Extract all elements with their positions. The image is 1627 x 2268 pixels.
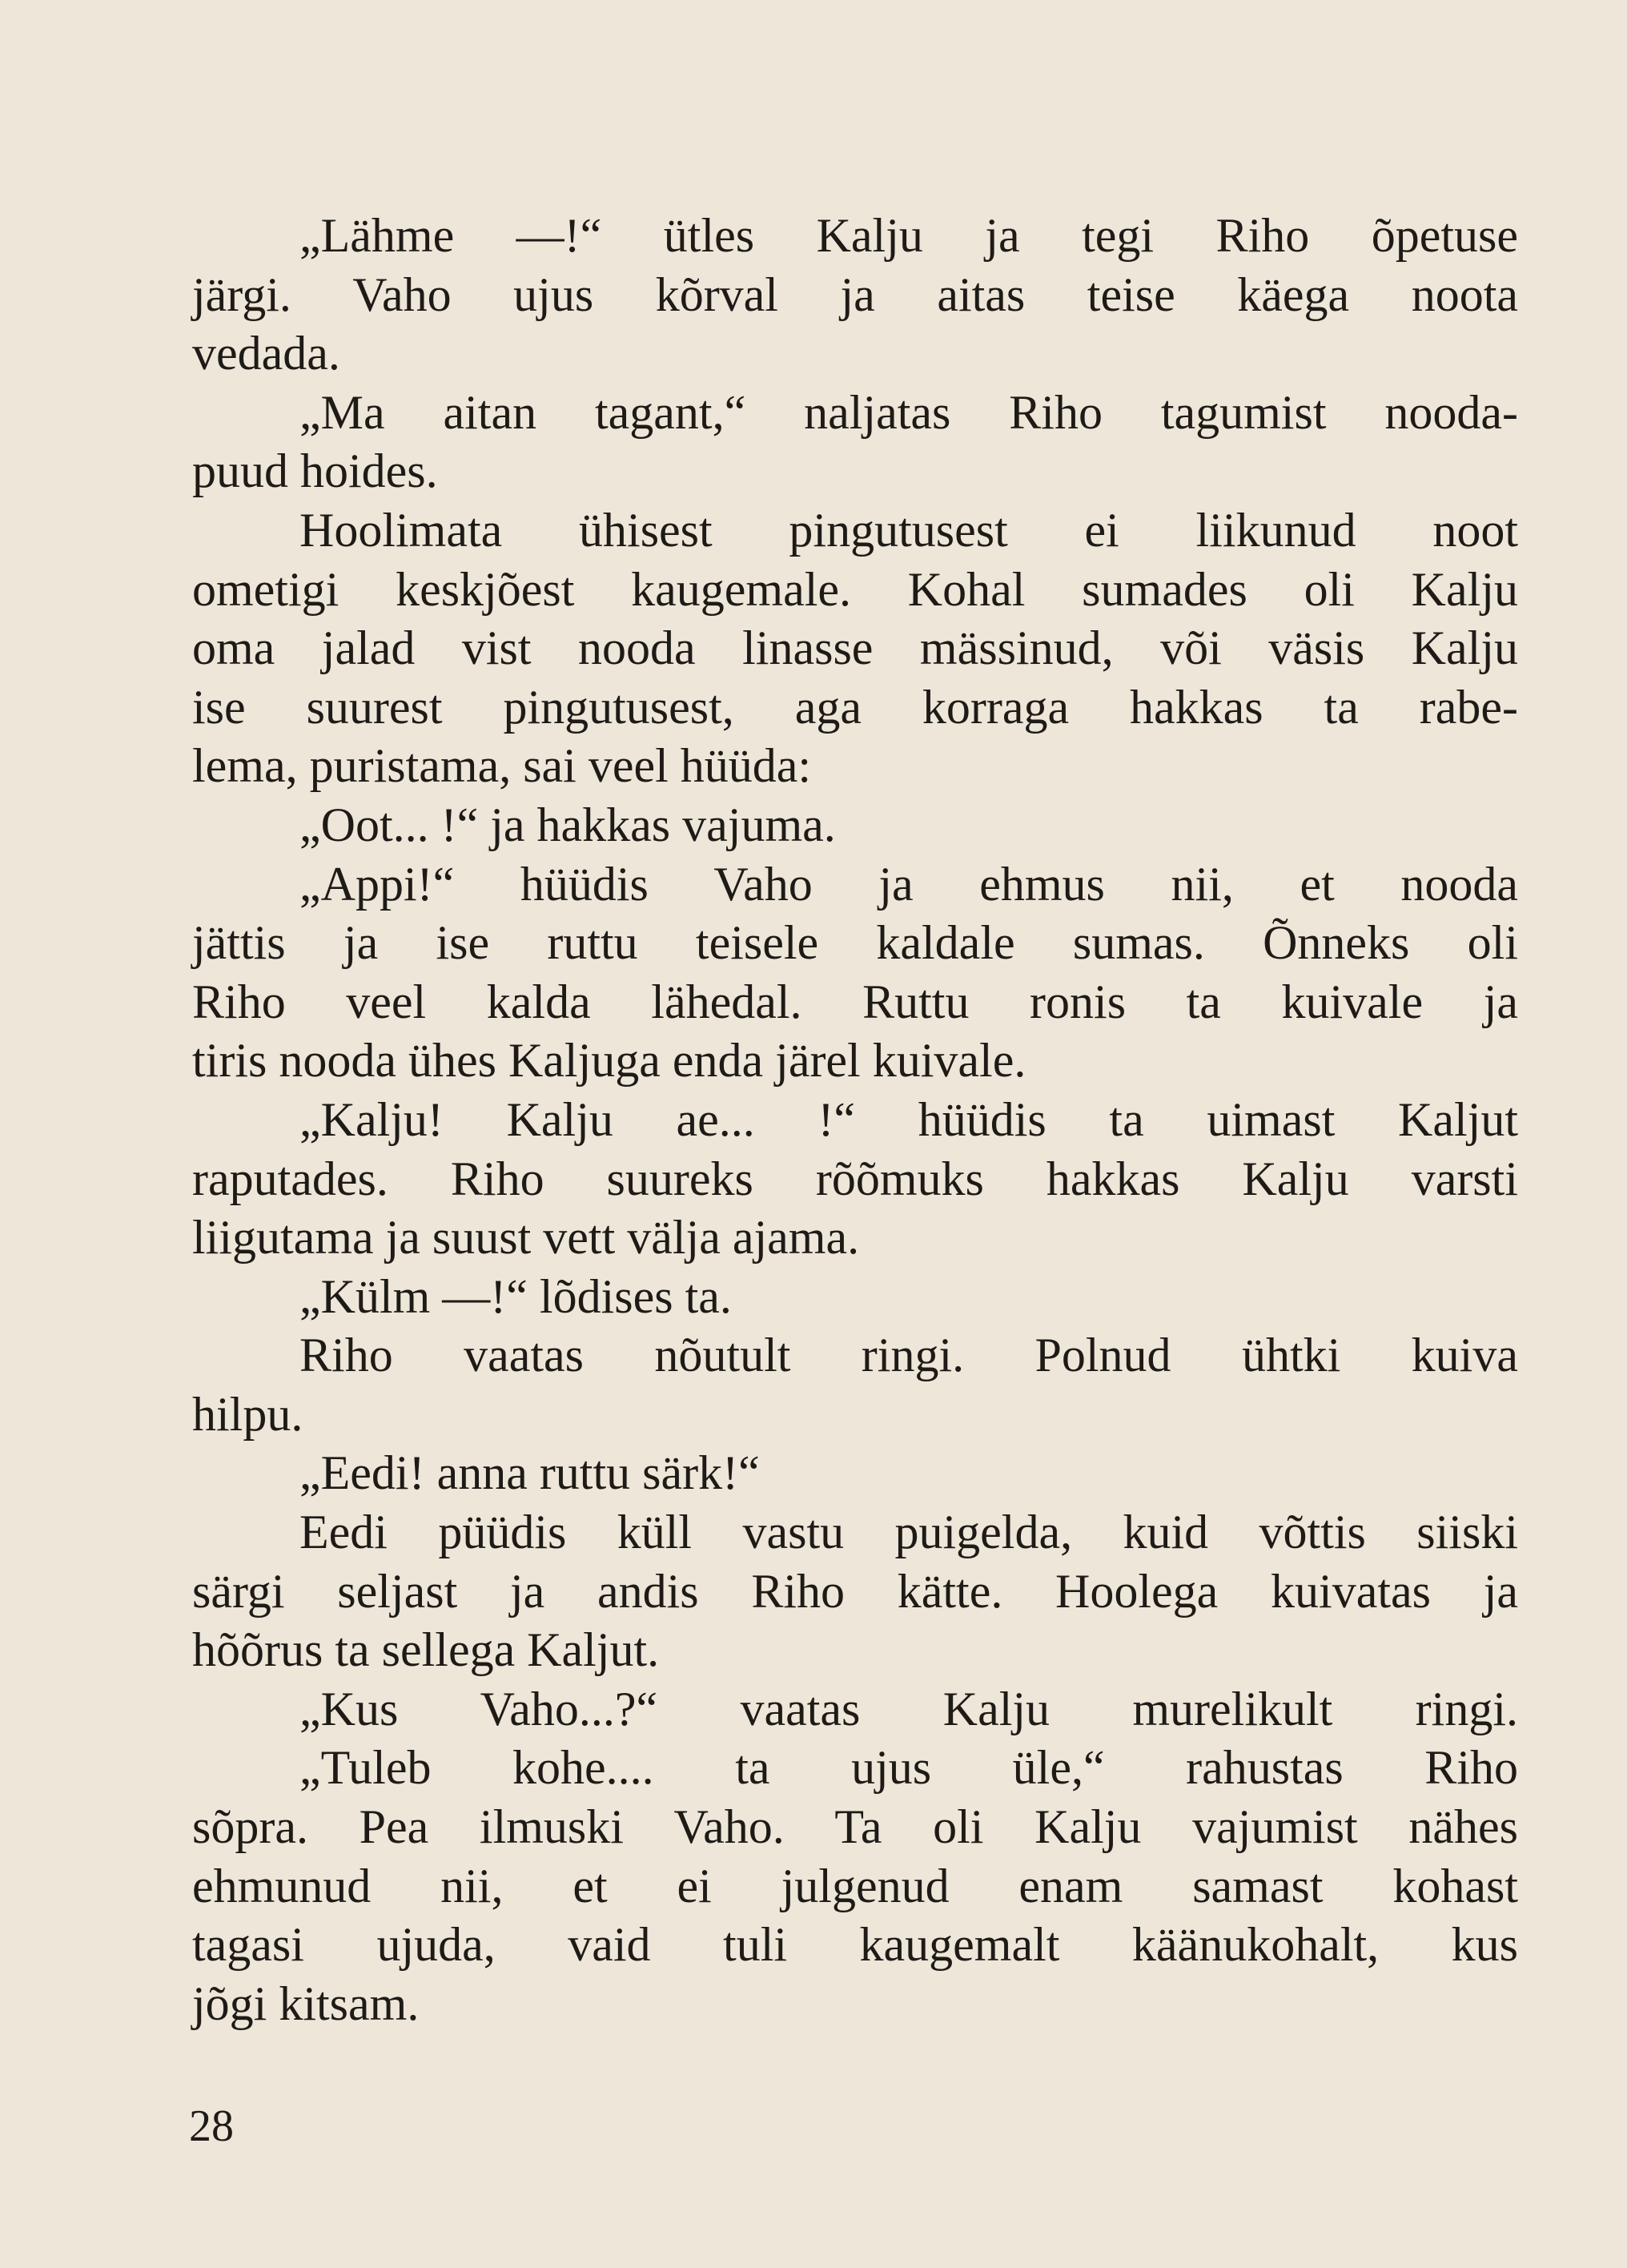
text-line: „Kalju! Kalju ae... !“ hüüdis ta uimast Kaljut — [299, 1092, 1518, 1146]
text-line: „Külm —!“ lõdises ta. — [299, 1269, 732, 1323]
text-line: ise suurest pingutusest, aga korraga hakkas ta rabe- — [192, 680, 1518, 734]
text-line: Riho veel kalda lähedal. Ruttu ronis ta kuivale ja — [192, 975, 1518, 1028]
text-line: sõpra. Pea ilmuski Vaho. Ta oli Kalju vajumist nähes — [192, 1800, 1518, 1854]
text-line: „Tuleb kohe.... ta ujus üle,“ rahustas Riho — [299, 1741, 1518, 1795]
text-line: järgi. Vaho ujus kõrval ja aitas teise käega noota — [192, 267, 1518, 321]
text-line: Hoolimata ühisest pingutusest ei liikunud noot — [299, 503, 1518, 557]
text-line: hilpu. — [192, 1387, 303, 1441]
text-line: puud hoides. — [192, 444, 438, 498]
text-line: liigutama ja suust vett välja ajama. — [192, 1211, 860, 1265]
text-line: särgi seljast ja andis Riho kätte. Hoolega kuivatas ja — [192, 1564, 1518, 1618]
text-line: Eedi püüdis küll vastu puigelda, kuid võttis siiski — [299, 1506, 1518, 1559]
text-line: oma jalad vist nooda linasse mässinud, või väsis Kalju — [192, 621, 1518, 675]
text-line: „Kus Vaho...?“ vaatas Kalju murelikult ringi. — [299, 1682, 1518, 1735]
text-line: ehmunud nii, et ei julgenud enam samast kohast — [192, 1859, 1518, 1912]
text-line: tagasi ujuda, vaid tuli kaugemalt käänukohalt, kus — [192, 1918, 1518, 1972]
text-line: jõgi kitsam. — [192, 1976, 420, 2030]
text-line: ometigi keskjõest kaugemale. Kohal sumades oli Kalju — [192, 562, 1518, 616]
text-line: „Oot... !“ ja hakkas vajuma. — [299, 798, 836, 851]
text-line: „Ma aitan tagant,“ naljatas Riho tagumist nooda- — [299, 385, 1518, 439]
text-line: raputades. Riho suureks rõõmuks hakkas Kalju varsti — [192, 1152, 1518, 1205]
text-line: lema, puristama, sai veel hüüda: — [192, 739, 812, 793]
page-number: 28 — [189, 2101, 234, 2151]
text-line: tiris nooda ühes Kaljuga enda järel kuivale. — [192, 1034, 1026, 1088]
body-text — [192, 207, 1518, 2033]
text-line: Riho vaatas nõutult ringi. Polnud ühtki kuiva — [299, 1329, 1518, 1382]
text-line: hõõrus ta sellega Kaljut. — [192, 1623, 660, 1677]
text-line: jättis ja ise ruttu teisele kaldale sumas. Õnneks oli — [192, 916, 1518, 970]
text-line: „Lähme —!“ ütles Kalju ja tegi Riho õpetuse — [299, 209, 1518, 262]
text-line: vedada. — [192, 327, 340, 380]
text-line: „Eedi! anna ruttu särk!“ — [299, 1446, 760, 1500]
text-line: „Appi!“ hüüdis Vaho ja ehmus nii, et nooda — [299, 857, 1518, 911]
